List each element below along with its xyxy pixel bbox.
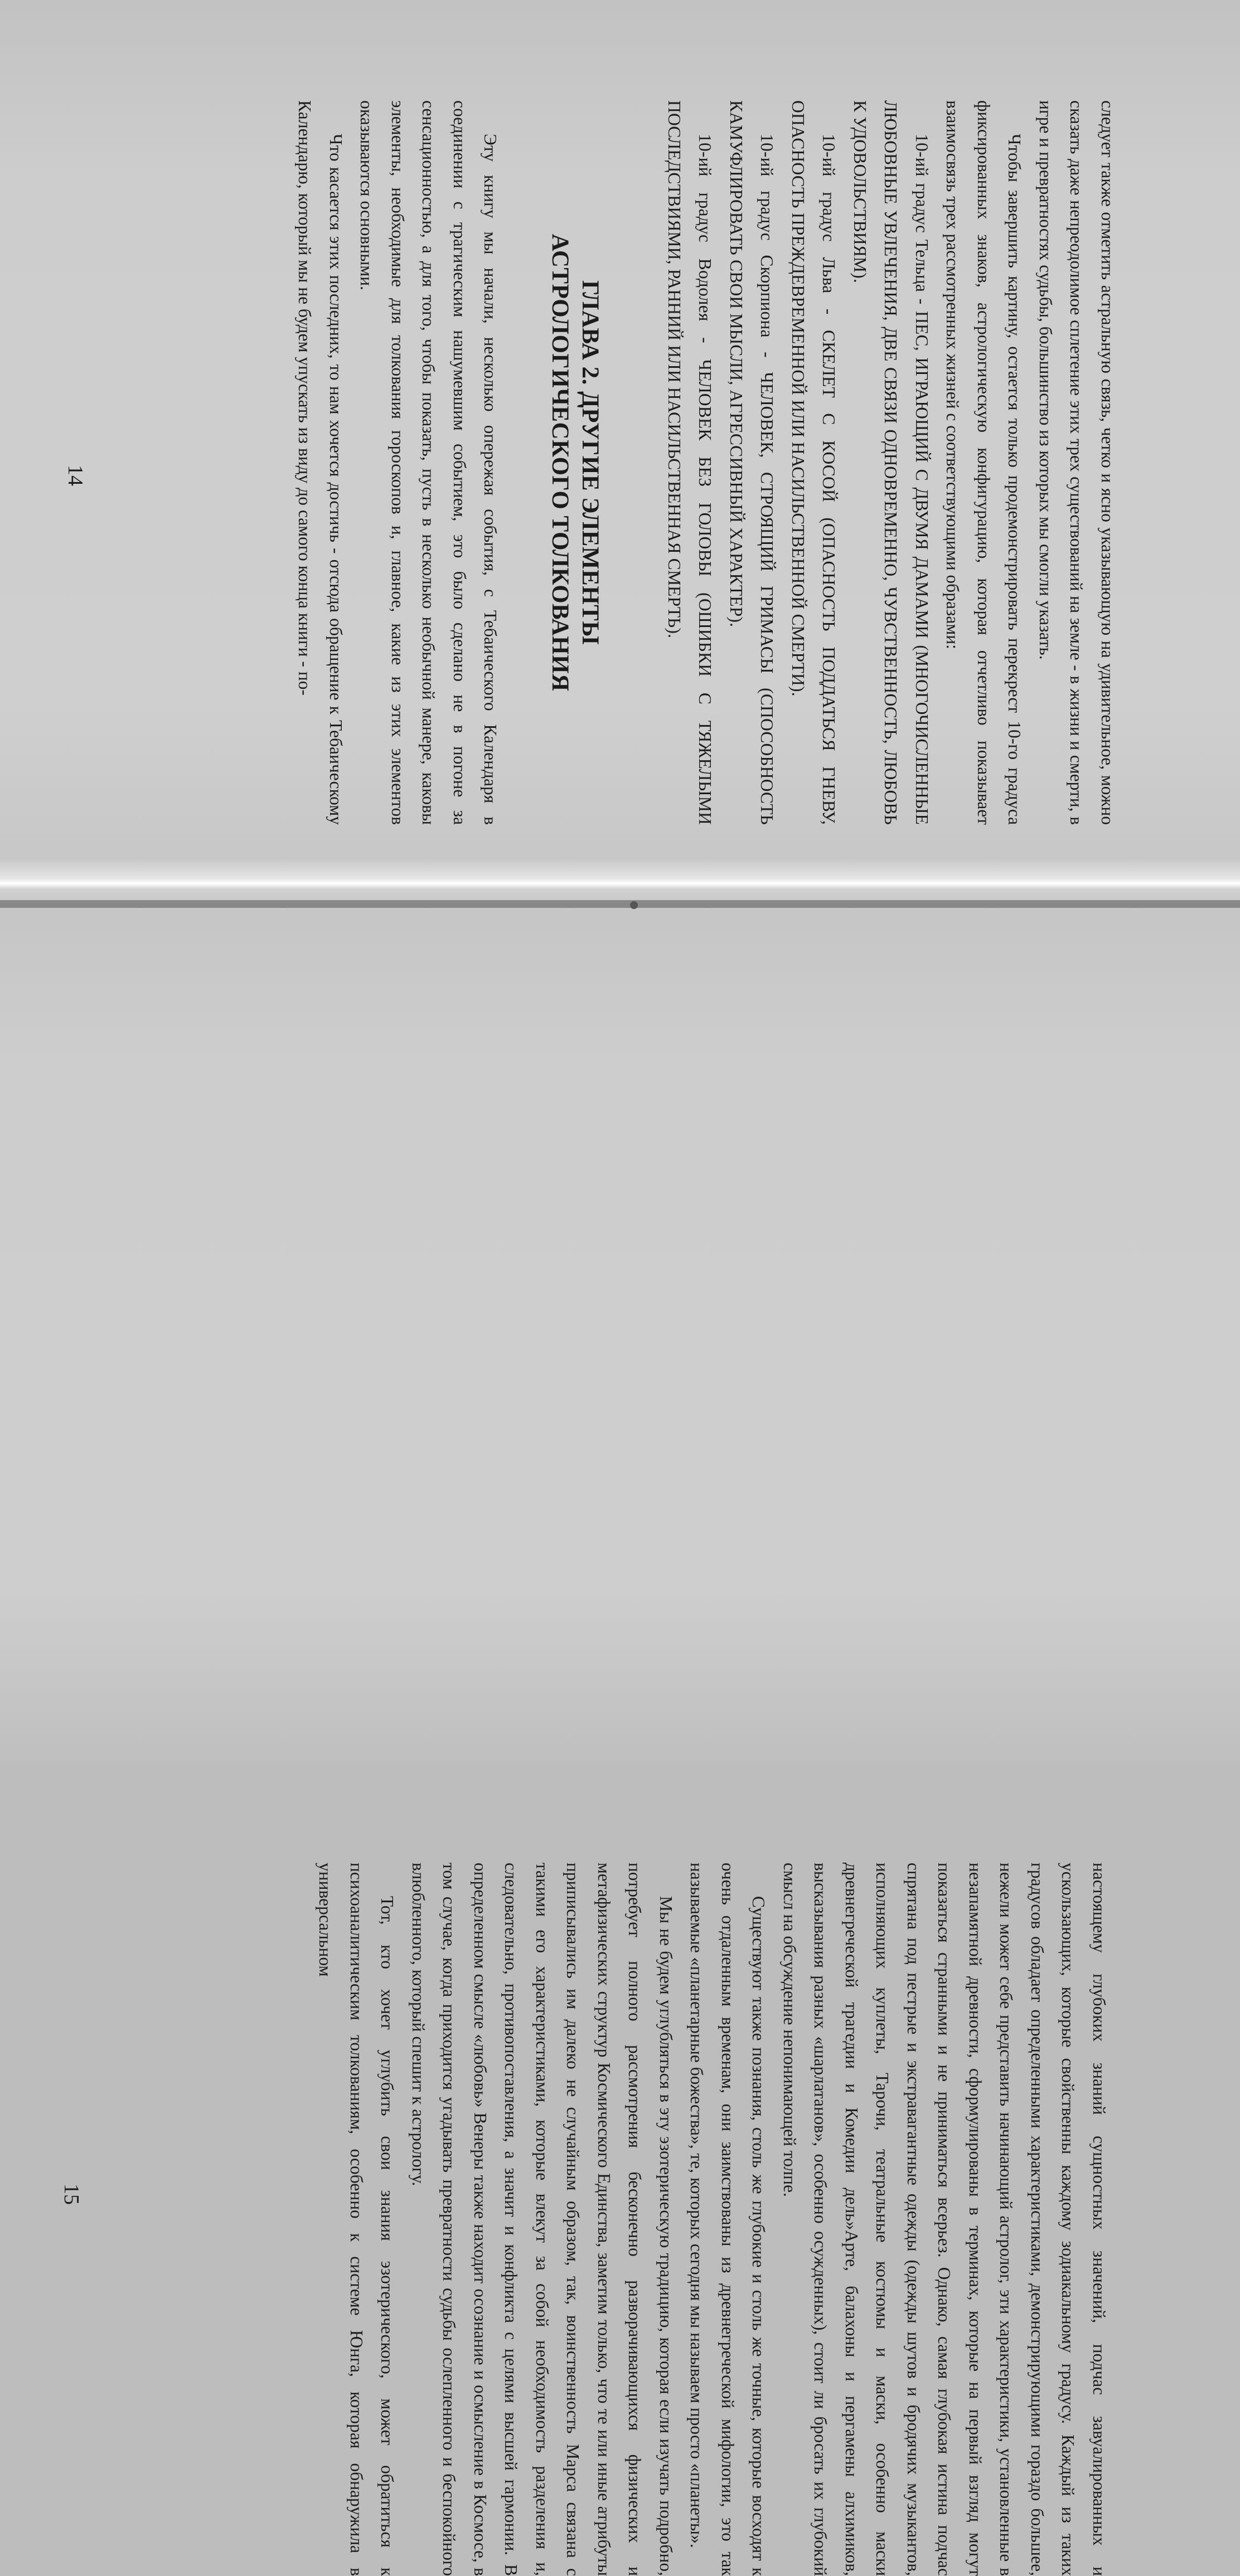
page-number: 14 [64, 465, 87, 486]
gutter-shadow [0, 900, 1240, 908]
paragraph: Эту книгу мы начали, несколько опережая события, с Тебаического Календаря в соединении с трагическим нашумевшим событием, это было сделано не в погоне за сенсационностью, а для того, чтобы показать, пусть в несколько необычной манере, каковы элементы, необходимые для толкования гороскопов и, главное, какие из этих элементов оказываются основными. [357, 100, 501, 825]
page-number: 15 [60, 2184, 83, 2205]
paragraph: Тот, кто хочет углубить свои знания эзотерического, может обратиться к психоаналитическим толкованиям, особенно к системе Юнга, которая обнаружила в универсальном [316, 1863, 398, 2576]
paragraph: настоящему глубоких знаний сущностных значений, подчас завуалированных и ускользающих, которые свойственны каждому зодиакальному градусу. Каждый из таких градусов обладает определенными характеристиками, демонстрирующими гораздо большее, нежели может себе представить начинающий астролог, эти характеристики, установленные в незапамятной древности, сформулированы в терминах, которые на первый взгляд могут показаться странными и не приниматься всерьез. Однако, самая глубокая истина подчас спрятана под пестрые и экстравагантные одежды (одежды шутов и бродячих музыкантов, исполняющих куплеты, Тарочи, театральные костюмы и маски, особенно маски древнегреческой трагедии и Комедии дель»Арте, балахоны и пергамены алхимиков, высказывания разных «шарлатанов», особенно осужденных), стоит ли бросать их глубокий смысл на обсуждение непонимающей толпе. [780, 1863, 1109, 2576]
left-page [0, 0, 1240, 882]
paragraph: Чтобы завершить картину, остается только продемонстрировать перекрест 10-го градуса фиксированных знаков, астрологическую конфигурацию, которая отчетливо показывает взаимосвязь трех рассмотренных жизней с соответствующими образами: [943, 100, 1025, 825]
paragraph: Что касается этих последних, то нам хочется достичь - отсюда обращение к Тебаическому Календарю, который мы не будем упускать из виду до самого конца книги - по- [295, 100, 346, 825]
paragraph: Мы не будем углубляться в эту эзотерическую традицию, которая если изучать подробно, потребует полного рассмотрения бесконечно разворачивающихся физических и метафизических структур Космического Единства, заметим только, что те или иные атрибуты приписывались им далеко не случайным образом, так, воинственность Марса связана с такими его характеристиками, которые влекут за собой необходимость разделения и, следовательно, противопоставления, а значит и конфликта с целями высшей гармонии. В определенном смысле «любовь» Венеры также находит осознание и осмысление в Космосе, в том случае, когда приходится угадывать превратности судьбы ослепленного и беспокойного влюбленного, который спешит к астрологу. [409, 1863, 676, 2576]
right-page-text [310, 1863, 1115, 2576]
paragraph: следует также отметить астральную связь, четко и ясно указывающую на удивительное, можно сказать даже непреодолимое сплетение этих трех существований на земле - в жизни и смерти, в игре и превратностях судьбы, большинство из которых мы смогли указать. [1036, 100, 1117, 825]
paragraph: 10-ий градус Водолея - ЧЕЛОВЕК БЕЗ ГОЛОВЫ (ОШИБКИ С ТЯЖЕЛЫМИ ПОСЛЕДСТВИЯМИ, РАННИЙ ИЛИ НАСИЛЬСТВЕННАЯ СМЕРТЬ). [665, 100, 715, 825]
chapter-heading-line: ГЛАВА 2. ДРУГИЕ ЭЛЕМЕНТЫ [577, 280, 604, 645]
paragraph: 10-ий градус Тельца - ПЕС, ИГРАЮЩИЙ С ДВУМЯ ДАМАМИ (МНОГОЧИСЛЕННЫЕ ЛЮБОВНЫЕ УВЛЕЧЕНИЯ, ДВЕ СВЯЗИ ОДНОВРЕМЕННО, ЧУВСТВЕННОСТЬ, ЛЮБОВЬ К УДОВОЛЬСТВИЯМ). [850, 100, 932, 825]
right-page [0, 882, 1240, 2576]
chapter-heading [545, 100, 606, 825]
paragraph: 10-ий градус Скорпиона - ЧЕЛОВЕК, СТРОЯЩИЙ ГРИМАСЫ (СПОСОБНОСТЬ КАМУФЛИРОВАТЬ СВОИ МЫСЛИ, АГРЕССИВНЫЙ ХАРАКТЕР). [726, 100, 777, 825]
scan-speck [630, 901, 638, 909]
paragraph: 10-ий градус Льва - СКЕЛЕТ С КОСОЙ (ОПАСНОСТЬ ПОДДАТЬСЯ ГНЕВУ, ОПАСНОСТЬ ПРЕЖДЕВРЕМЕННОЙ ИЛИ НАСИЛЬСТВЕННОЙ СМЕРТИ). [788, 100, 839, 825]
left-page-text [289, 100, 1123, 825]
paragraph: Существуют также познания, столь же глубокие и столь же точные, которые восходят к очень отдаленным временам, они заимствованы из древнегреческой мифологии, это так называемые «планетарные божества», те, которых сегодня мы называем просто «планеты». [687, 1863, 769, 2576]
chapter-heading-line: АСТРОЛОГИЧЕСКОГО ТОЛКОВАНИЯ [547, 234, 574, 692]
